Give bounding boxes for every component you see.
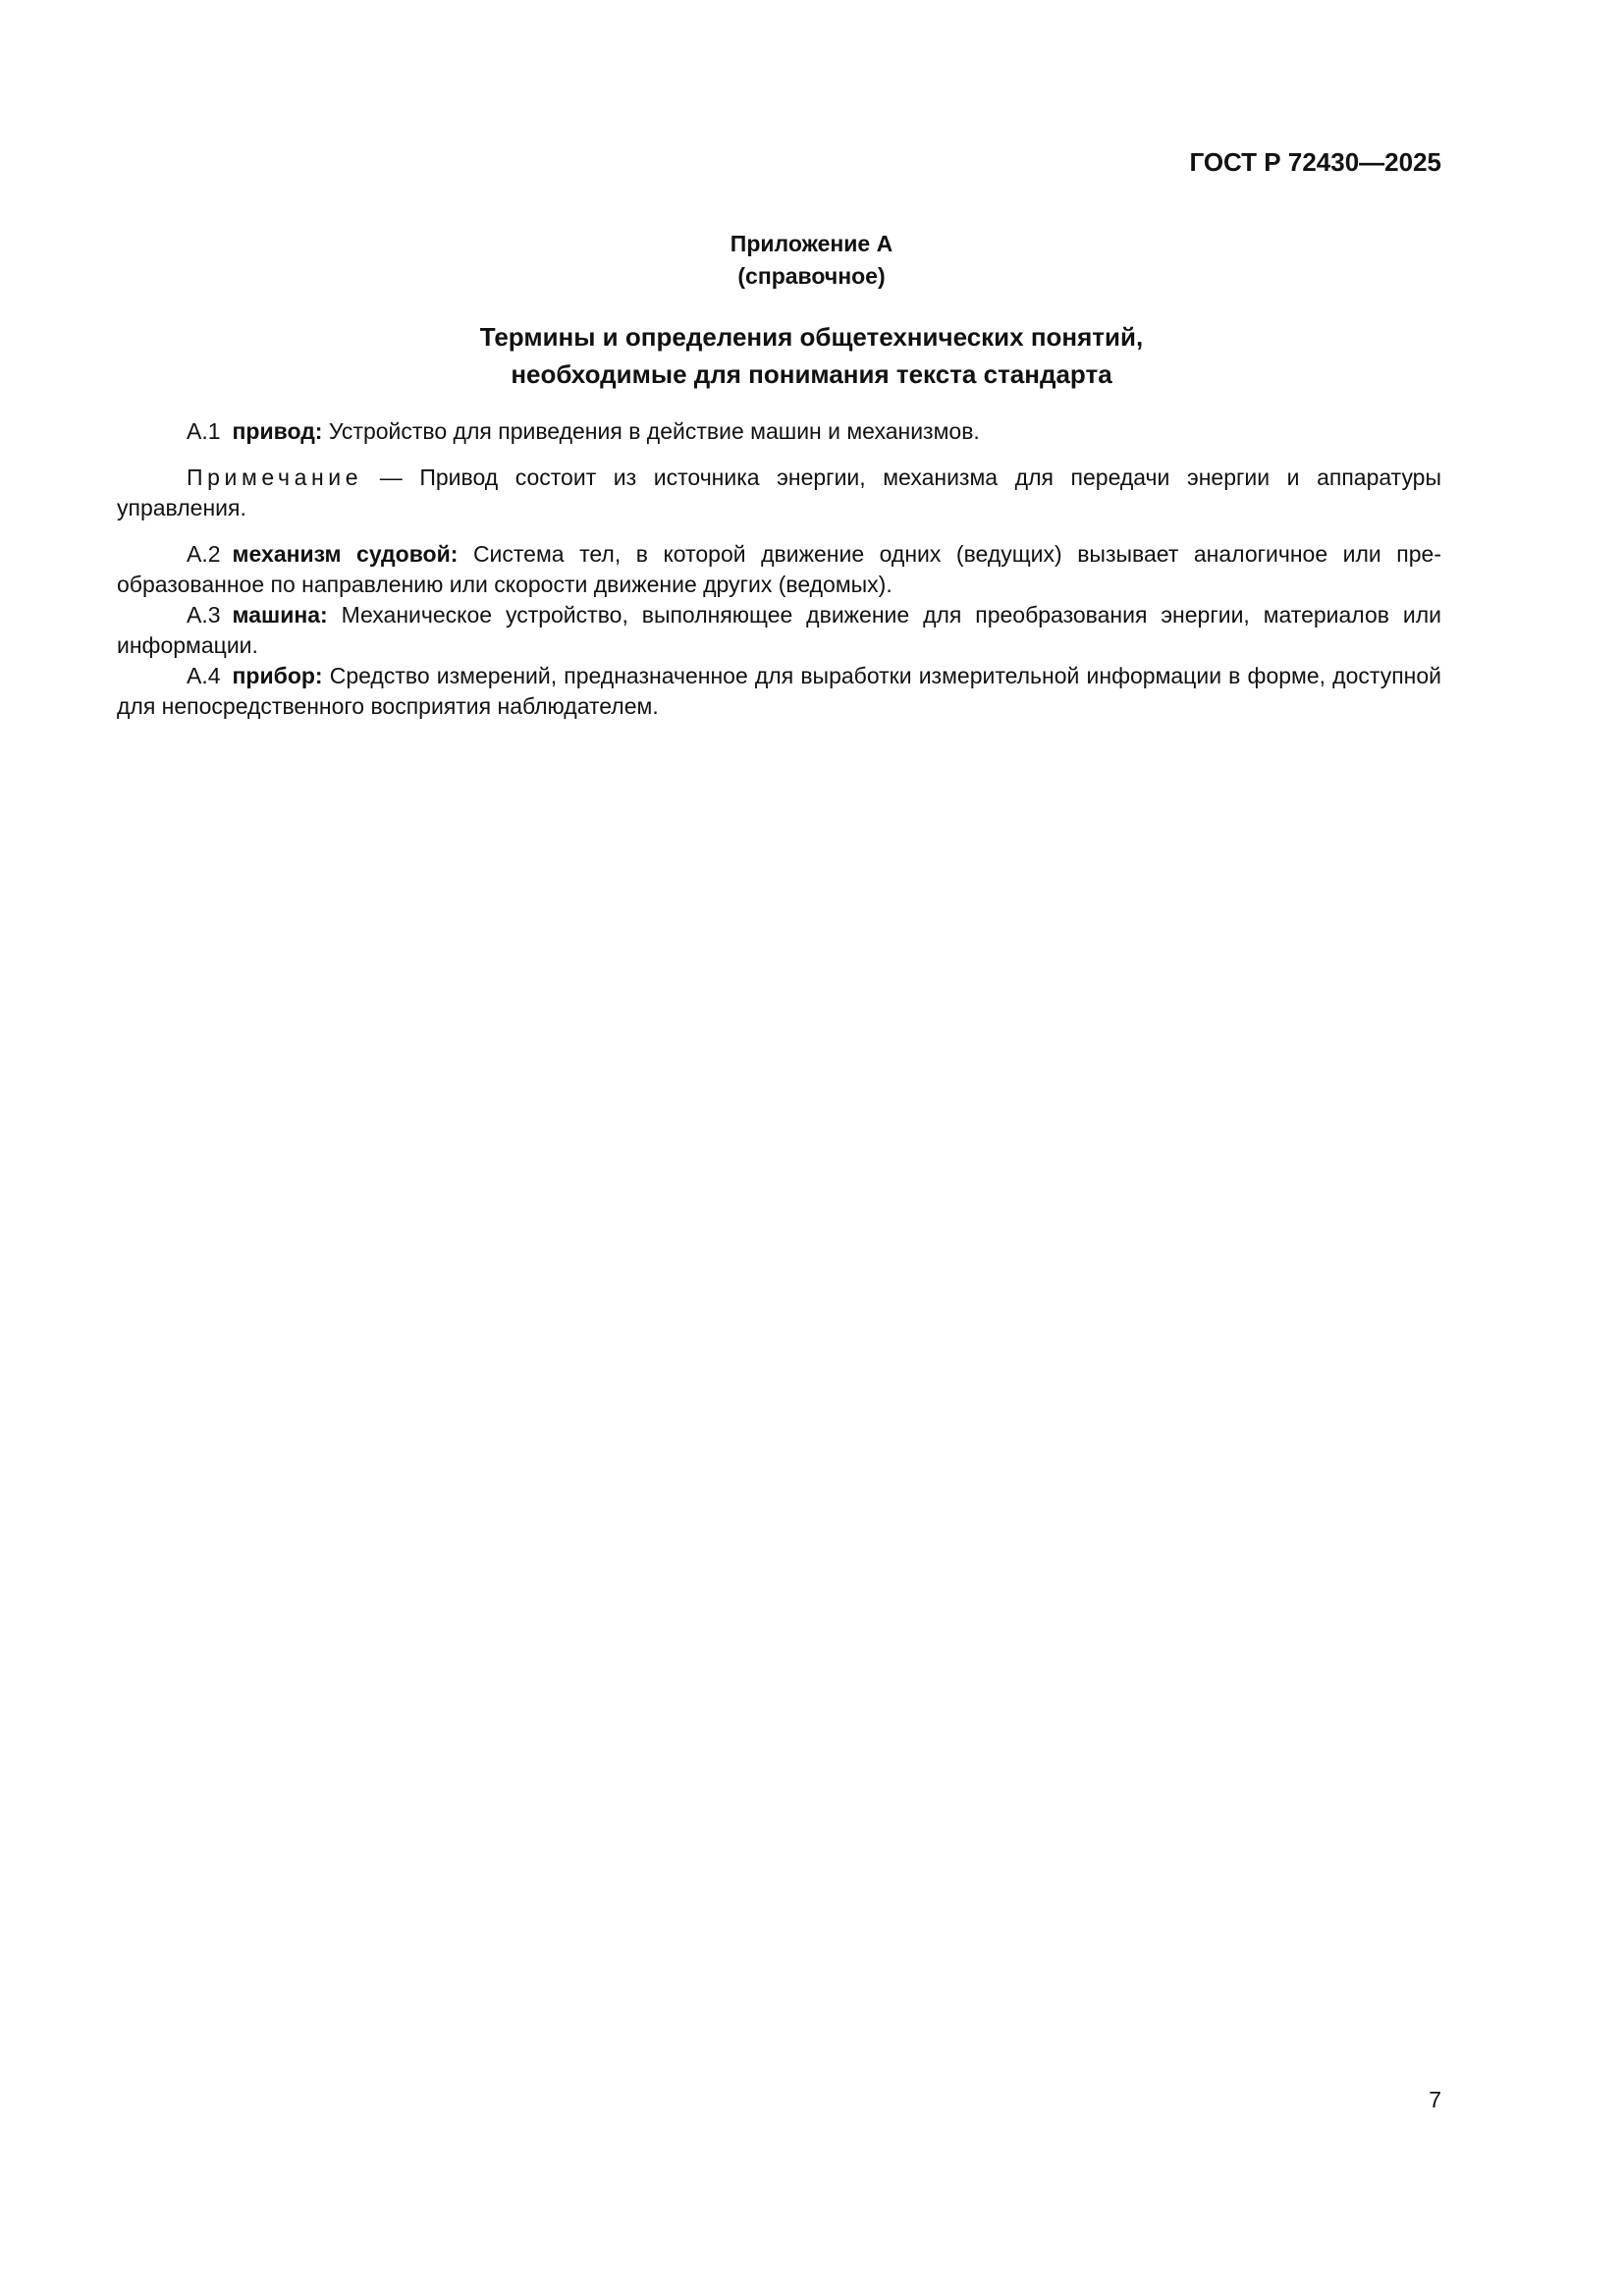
term-number: А.2 (187, 541, 221, 567)
term-definition: Средство измерений, предназначенное для выработки измерительной информации в форме, доступной для непосредственного восприятия наблюдателем. (117, 663, 1441, 719)
term-definition: Система тел, в которой движение одних (ведущих) вызывает аналогичное или пре-образованное по направлению или скорости движение других (ведомых). (117, 541, 1442, 597)
page-number: 7 (1429, 2087, 1441, 2112)
term-name: машина: (232, 602, 328, 628)
annex-heading (0, 228, 1623, 293)
annex-title: Приложение А (730, 231, 893, 256)
term-entry-a4 (117, 661, 1441, 722)
term-name: механизм судовой: (232, 541, 459, 567)
term-entry-a1 (117, 416, 1441, 447)
term-number: А.4 (187, 663, 221, 688)
term-number: А.3 (187, 602, 221, 628)
annex-status: (справочное) (737, 263, 886, 289)
term-entry-a3 (117, 600, 1441, 661)
term-name: привод: (232, 418, 323, 444)
term-definition: Механическое устройство, выполняющее движение для преобразования энергии, материалов или информации. (117, 602, 1441, 658)
section-title-line-1: Термины и определения общетехнических понятий, (479, 322, 1144, 352)
note-text: — Привод состоит из источника энергии, механизма для передачи энергии и аппаратуры управления. (117, 465, 1442, 520)
section-title-line-2: необходимые для понимания текста стандарта (511, 359, 1112, 389)
term-name: прибор: (232, 663, 323, 688)
note-label: Примечание (187, 465, 363, 490)
term-definition: Устройство для приведения в действие машин и механизмов. (328, 418, 980, 444)
term-entry-a2 (117, 539, 1441, 600)
note-paragraph (117, 463, 1441, 523)
section-heading (0, 318, 1623, 393)
term-number: А.1 (187, 418, 221, 444)
document-code: ГОСТ Р 72430—2025 (1189, 147, 1441, 177)
terms-list (117, 416, 1441, 722)
